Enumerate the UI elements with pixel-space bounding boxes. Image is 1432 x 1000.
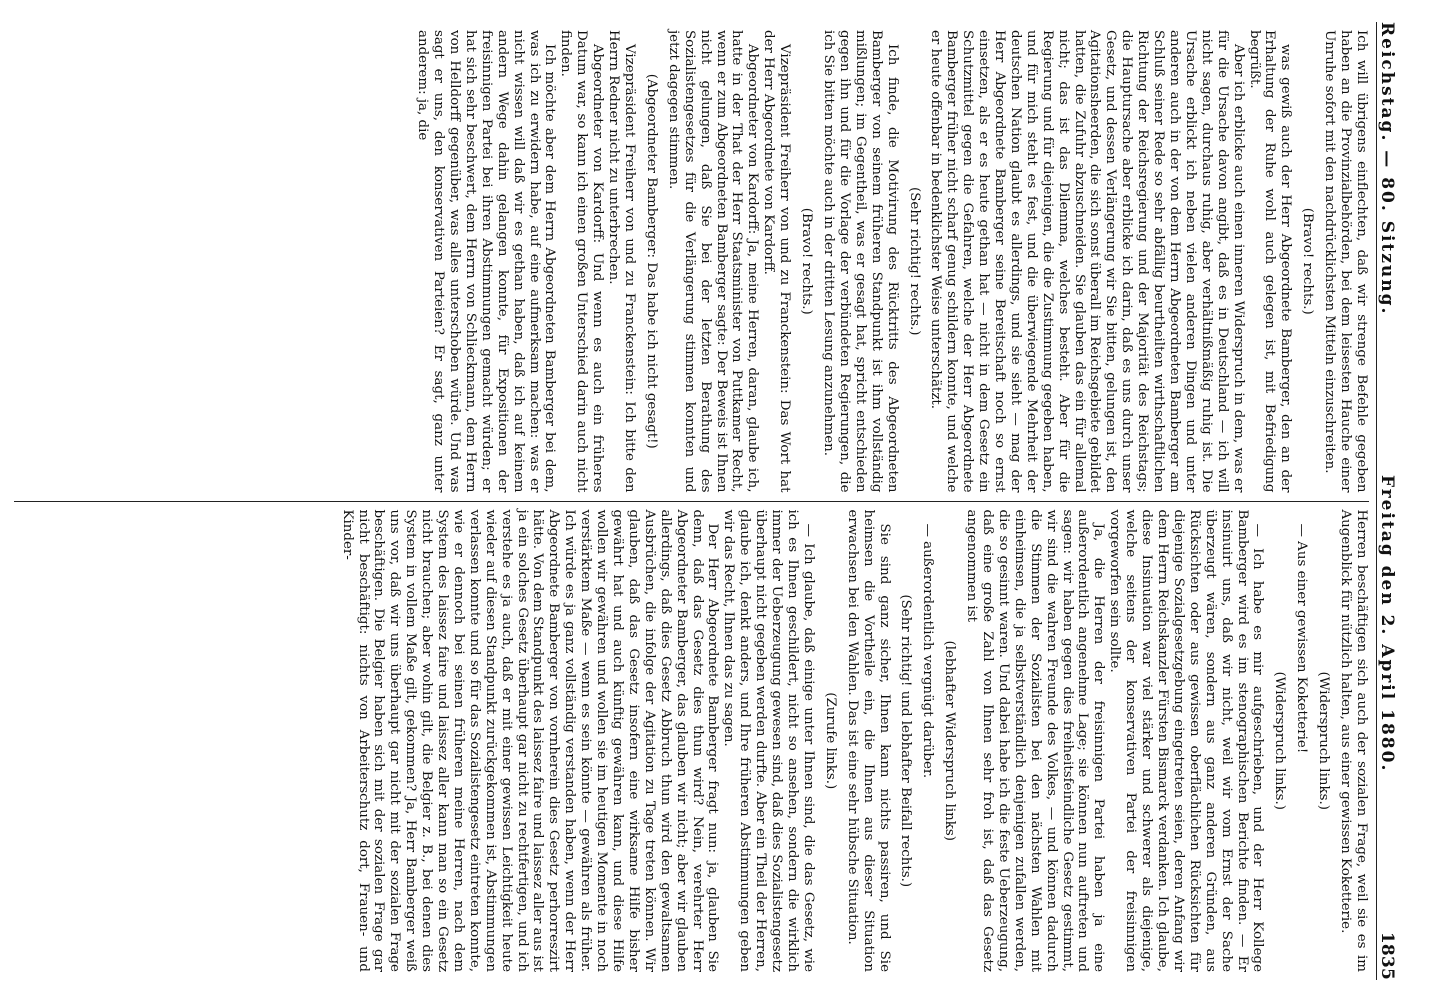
paragraph: Vizepräsident Freiherr von und zu Franckenstein: Ich bitte den Herrn Redner nicht zu unterbrechen.: [606, 30, 638, 493]
paragraph: Abgeordneter von Kardorff: Ja, meine Herren, daran, glaube ich, hatte in der That der Herr Staatsminister von Puttkamer Recht, wenn er zum Abgeordneten Bamberger sagte: Der Beweis ist Ihnen nicht gelungen, daß Sie bei der letzten Berathung des Sozialistengesetzes für die Verlängerung stimmen konnten und jetzt dagegen stimmen.: [665, 30, 761, 493]
paragraph: Abgeordneter von Kardorff: Und wenn es auch ein früheres Datum war, so kann ich einen großen Unterschied darin auch nicht finden.: [558, 30, 606, 493]
paragraph: Ich will übrigens einflechten, daß wir strenge Befehle gegeben haben an die Provinzialbehörden, bei dem leisesten Hauche einer Unruhe sofort mit den nachdrücklichsten Mitteln einzuschreiten.: [1322, 30, 1369, 493]
paragraph: — Ich habe es mir aufgeschrieben, und der Herr Kollege Bamberger wird es im stenographischen Berichte finden. — Er insinuirt uns, daß wir nicht, weil wir vom Ernst der Sache überzeugt wären, sondern aus ganz anderen Gründen, aus Rücksichten oder aus gewissen oberflächlichen Rücksichten für diejenige Sozialgesetzgebung eingetreten seien, deren Anfang wir dem Herrn Reichskanzler Fürsten Bismarck verdanken. Ich glaube, diese Insinuation war viel stärker und schwerer als diejenige, welche seitens der konservativen Partei der freisinnigen vorgeworfen sein sollte.: [1107, 509, 1266, 972]
digitization-credit: [1410, 0, 1426, 1000]
header-session: Reichstag. — 80. Sitzung.: [1377, 22, 1397, 316]
header-date: Freitag den 2. April 1880.: [1377, 474, 1397, 773]
interjection-note: (Abgeordneter Bamberger: Das habe ich nicht gesagt!): [643, 73, 659, 449]
paragraph: Ja, die Herren der freisinnigen Partei haben ja eine außerordentlich angenehme Lage; sie können nun auftreten und sagen: wir haben gegen dies freiheitsfeindliche Gesetz gestimmt, wir sind die wahren Freunde des Volkes, — und können dadurch die Stimmen der Sozialisten bei den nächsten Wahlen mit einheimsen, die ja selbstverständlich denjenigen zufallen werden, die so gesinnt waren. Und dabei habe ich die feste Ueberzeugung, daß eine große Zahl von Ihnen sehr froh ist, daß das Gesetz angenommen ist: [964, 509, 1107, 972]
text-columns: [14, 22, 1369, 980]
paragraph: Ich möchte aber dem Herrn Abgeordneten Bamberger bei dem, was ich zu erwidern habe, auf eine aufmerksam machen: was er nicht wissen will daß wir es gethan haben, daß ich auf keinem andern Wege dahin gelangen konnte, für Expositionen der freisinnigen Partei bei ihren Abstimmungen gemacht würden; er hat sich sehr beschwert, dem Herrn von Schlieckmann, dem Herrn von Helldorff gegenüber, was alles unterschoben würde. Und was sagt er uns, den konservativen Parteien? Er sagt, ganz unter anderem: ja, die: [415, 30, 558, 493]
interjection-note: (Zurufe links.): [822, 692, 838, 790]
page-number: 1835: [1377, 931, 1397, 980]
paragraph: — Ich glaube, daß einige unter Ihnen sind, die das Gesetz, wie ich es Ihnen geschildert, nicht so ansehen, sondern die wirklich immer der Ueberzeugung gewesen sind, daß dies Sozialistengesetz überhaupt nicht gegeben werden durfte. Aber ein Theil der Herren, glaube ich, denkt anders, und Ihre früheren Abstimmungen geben wir das Recht, Ihnen das zu sagen.: [721, 509, 816, 972]
interjection-note: (Sehr richtig! und lebhafter Beifall rechts.): [898, 594, 914, 888]
interjection-note: (Widerspruch links.): [1272, 671, 1288, 810]
interjection-note: (lebhafter Widerspruch links): [942, 640, 958, 841]
left-column: [14, 22, 1369, 501]
interjection-note: (Widerspruch links.): [1316, 671, 1332, 810]
paragraph: was gewiß auch der Herr Abgeordnete Bamberger, den an der Erhaltung der Ruhe wohl auch gelegen ist, mit Befriedigung begrüßt.: [1246, 30, 1294, 493]
paragraph: Der Herr Abgeordnete Bamberger fragt nun: ja, glauben Sie denn, daß das Gesetz dies thun wird? Nein, verehrter Herr Abgeordneter Bamberger, das glauben wir nicht; aber wir glauben allerdings, daß dies Gesetz Abbruch thun wird den gewaltsamen Ausbrüchen, die infolge der Agitation zu Tage treten können. Wir glauben, daß das Gesetz insofern eine wirksame Hilfe bisher gewährt hat und auch künftig gewähren kann, und diese Hilfe wollen wir gewähren und wollen sie im heutigen Momente in noch verstärktem Maße — wenn es sein könnte — gewähren als früher. Ich würde es ja ganz vollständig verstanden haben, wenn der Herr Abgeordnete Bamberger von vornherein dies Gesetz perhorreszirt hätte. Von dem Standpunkt des laissez faire und laissez aller aus ist ja ein solches Gesetz überhaupt gar nicht zu rechtfertigen, und ich verstehe es ja auch, daß er mit einer gewissen Leichtigkeit heute wieder auf diesen Standpunkt zurückgekommen ist, Abstimmungen verlassen konnte und so für das Sozialistengesetz eintreten konnte, wie er dennoch bei seinen früheren meine Herren, nach dem System des laissez faire und laissez aller kann man so ein Gesetz nicht brauchen; aber wohin gilt, die Belgier z. B., bei denen dies System in vollem Maße gilt, gekommen? Ja, Herr Bamberger weiß uns vor, daß wir uns überhaupt gar nicht mit der sozialen Frage beschäftigen. Die Belgier haben sich mit der sozialen Frage gar nicht beschäftigt: nichts von Arbeiterschutz dort, Frauen- und Kinder-: [339, 509, 721, 972]
paragraph: — Aus einer gewissen Koketterie!: [1294, 523, 1310, 754]
paragraph: Aber ich erblicke auch einen inneren Widerspruch in dem, was er für die Ursache davon angibt, daß es in Deutschland — ich will nicht sagen, durchaus ruhig, aber verhältnißmäßig ruhig ist. Die Ursache erblickt ich neben vielen anderen Dingen und unter anderen auch in der von dem Herrn Abgeordneten Bamberger am Schluß seiner Rede so sehr abfällig beurtheilten wirthschaftlichen Richtung der Reichsregierung und der Majorität des Reichstags; die Hauptursache aber erblicke ich darin, daß es uns durch unser Gesetz, und dessen Verlängerung wir Sie bitten, gelungen ist, den Agitationsheerden, die sich sonst überall im Reichsgebiete gebildet hatten, die Zufuhr abzuschneiden. Sie glauben das ein für allemal nicht; das ist das Dilemma, welches besteht. Aber für die Regierung und für diejenigen, die die Zustimmung gegeben haben, und für mich steht es fest, und die überwiegende Mehrheit der deutschen Nation glaubt es allerdings, und sie sieht — mag der Herr Abgeordnete Bamberger seine Bereitschaft noch so ernst einsetzen, als er es heute gethan hat — nicht in dem Gesetz ein Schutzmittel gegen die Gefahren, welche der Herr Abgeordnete Bamberger früher nicht scharf genug schildern konnte, und welche er heute offenbar in bedenklichster Weise unterschätzt.: [928, 30, 1246, 493]
interjection-note: (Bravo! rechts.): [1300, 207, 1316, 315]
paragraph: Ich finde, die Motivirung des Rücktritts des Abgeordneten Bamberger von seinem früheren Standpunkt ist ihm vollständig mißlungen; im Gegentheil, was er gesagt hat, spricht entschieden gegen ihn und für die Vorlage der verbündeten Regierungen, die ich Sie bitten möchte auch in der dritten Lesung anzunehmen.: [821, 30, 900, 493]
paragraph: — außerordentlich vergnügt darüber.: [920, 523, 936, 779]
paragraph: Vizepräsident Freiherr von und zu Franckenstein: Das Wort hat der Herr Abgeordnete von Kardorff.: [761, 30, 793, 493]
page-header: [1376, 22, 1407, 980]
paragraph: Herren beschäftigen sich auch der sozialen Frage, weil sie es im Augenblick für nützlich halten, aus einer gewissen Koketterie.: [1338, 509, 1369, 972]
right-column: [14, 502, 1369, 981]
interjection-note: (Sehr richtig! rechts.): [906, 187, 922, 336]
interjection-note: (Bravo! rechts.): [799, 207, 815, 315]
paragraph: Sie sind ganz sicher, Ihnen kann nichts passiren, und Sie heimsen die Vortheile ein, die Ihnen aus dieser Situation erwachsen bei den Wahlen. Das ist eine sehr hübsche Situation.: [844, 509, 892, 972]
